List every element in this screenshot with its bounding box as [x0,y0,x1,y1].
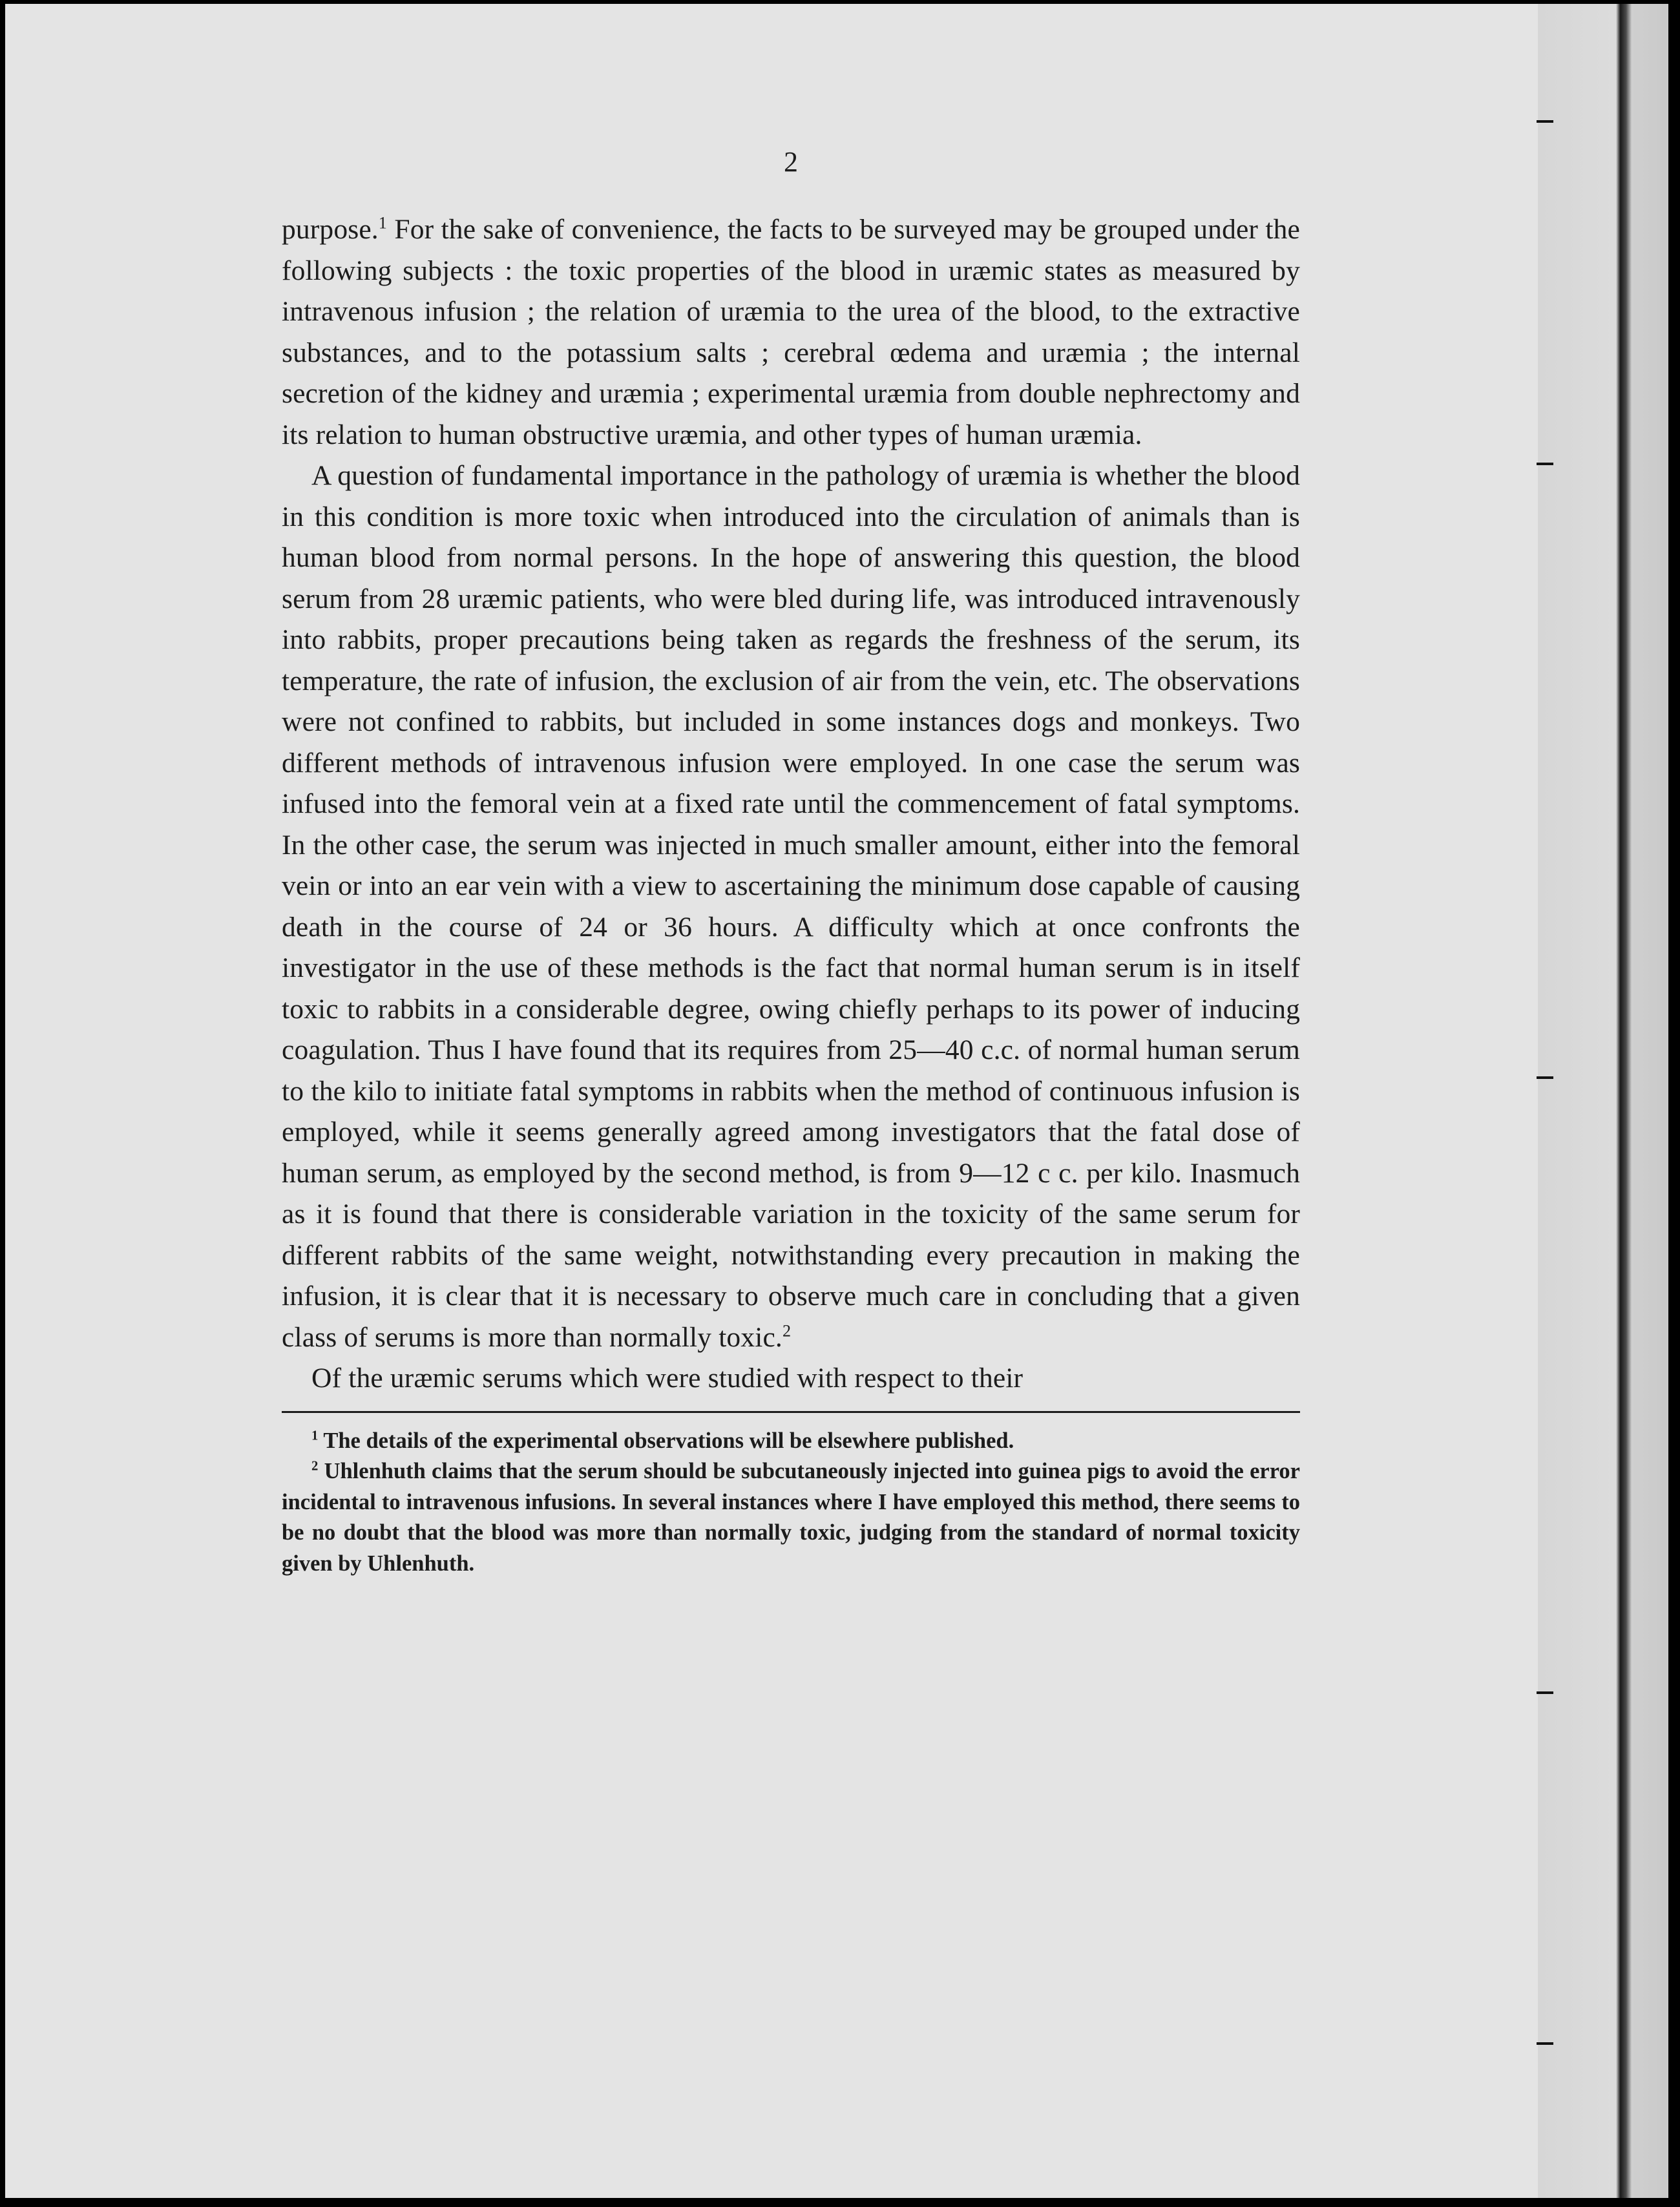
binding-stitch [1537,120,1553,123]
paragraph-text: For the sake of convenience, the facts to be surveyed may be grouped under the following subjects : the toxic properties of the blood in uræmic states as measured by intravenous infusion ; the relation of uræmia to the urea of the blood, to the extractive substances, and to the potassium salts ; cerebral œdema and uræmia ; the internal secretion of the kidney and uræmia ; experimental uræmia from double nephrectomy and its relation to human obstructive uræmia, and other types of human uræmia. [282,214,1300,450]
footnote-reference: 2 [782,1321,792,1340]
footnote-text: Uhlenhuth claims that the serum should be subcutaneously injected into guinea pigs to avoid the error incidental to intravenous infusions. In several instances where I have employed this method, there seems to be no doubt that the blood was more than normally toxic, judging from the standard of normal toxicity given by Uhlenhuth. [282,1459,1300,1576]
paragraph [282,455,1300,1358]
page-number: 2 [784,146,798,178]
scanned-page [5,4,1668,2198]
footnote-text: The details of the experimental observations will be elsewhere published. [318,1428,1014,1453]
footnote-marker: 1 [311,1428,319,1443]
body-text [282,209,1300,1399]
footnote [282,1426,1300,1457]
binding-stitch [1537,463,1553,465]
paragraph [282,209,1300,455]
binding-stitch [1537,2042,1553,2045]
footnote-reference: 1 [378,213,387,233]
footnote [282,1456,1300,1579]
binding-edge [1538,4,1668,2198]
footnote-marker: 2 [311,1459,319,1474]
paragraph [282,1358,1300,1399]
text-block [282,133,1300,1579]
paragraph-text: A question of fundamental importance in the pathology of uræmia is whether the blood in this condition is more toxic when introduced into the circulation of animals than is human blood from normal persons. In the hope of answering this question, the blood serum from 28 uræmic patients, who were bled during life, was introduced intravenously into rabbits, proper precautions being taken as regards the freshness of the serum, its temperature, the rate of infusion, the exclusion of air from the vein, etc. The observations were not confined to rabbits, but included in some instances dogs and monkeys. Two different methods of intravenous infusion were employed. In one case the serum was infused into the femoral vein at a fixed rate until the commencement of fatal symptoms. In the other case, the serum was injected in much smaller amount, either into the femoral vein or into an ear vein with a view to ascertaining the minimum dose capable of causing death in the course of 24 or 36 hours. A difficulty which at once confronts the investigator in the use of these methods is the fact that normal human serum is in itself toxic to rabbits in a considerable degree, owing chiefly perhaps to its power of inducing coagulation. Thus I have found that its requires from 25—40 c.c. of normal human serum to the kilo to initiate fatal symptoms in rabbits when the method of continuous infusion is employed, while it seems generally agreed among investigators that the fatal dose of human serum, as employed by the second method, is from 9—12 c c. per kilo. Inasmuch as it is found that there is considerable variation in the toxicity of the same serum for different rabbits of the same weight, notwithstanding every precaution in making the infusion, it is clear that it is necessary to observe much care in concluding that a given class of serums is more than normally toxic. [282,460,1300,1353]
paragraph-text: purpose. [282,214,379,245]
footnote-divider [282,1411,1300,1413]
paragraph-text: Of the uræmic serums which were studied with respect to their [311,1363,1024,1394]
binding-stitch [1537,1691,1553,1694]
footnotes [282,1426,1300,1580]
binding-stitch [1537,1076,1553,1079]
